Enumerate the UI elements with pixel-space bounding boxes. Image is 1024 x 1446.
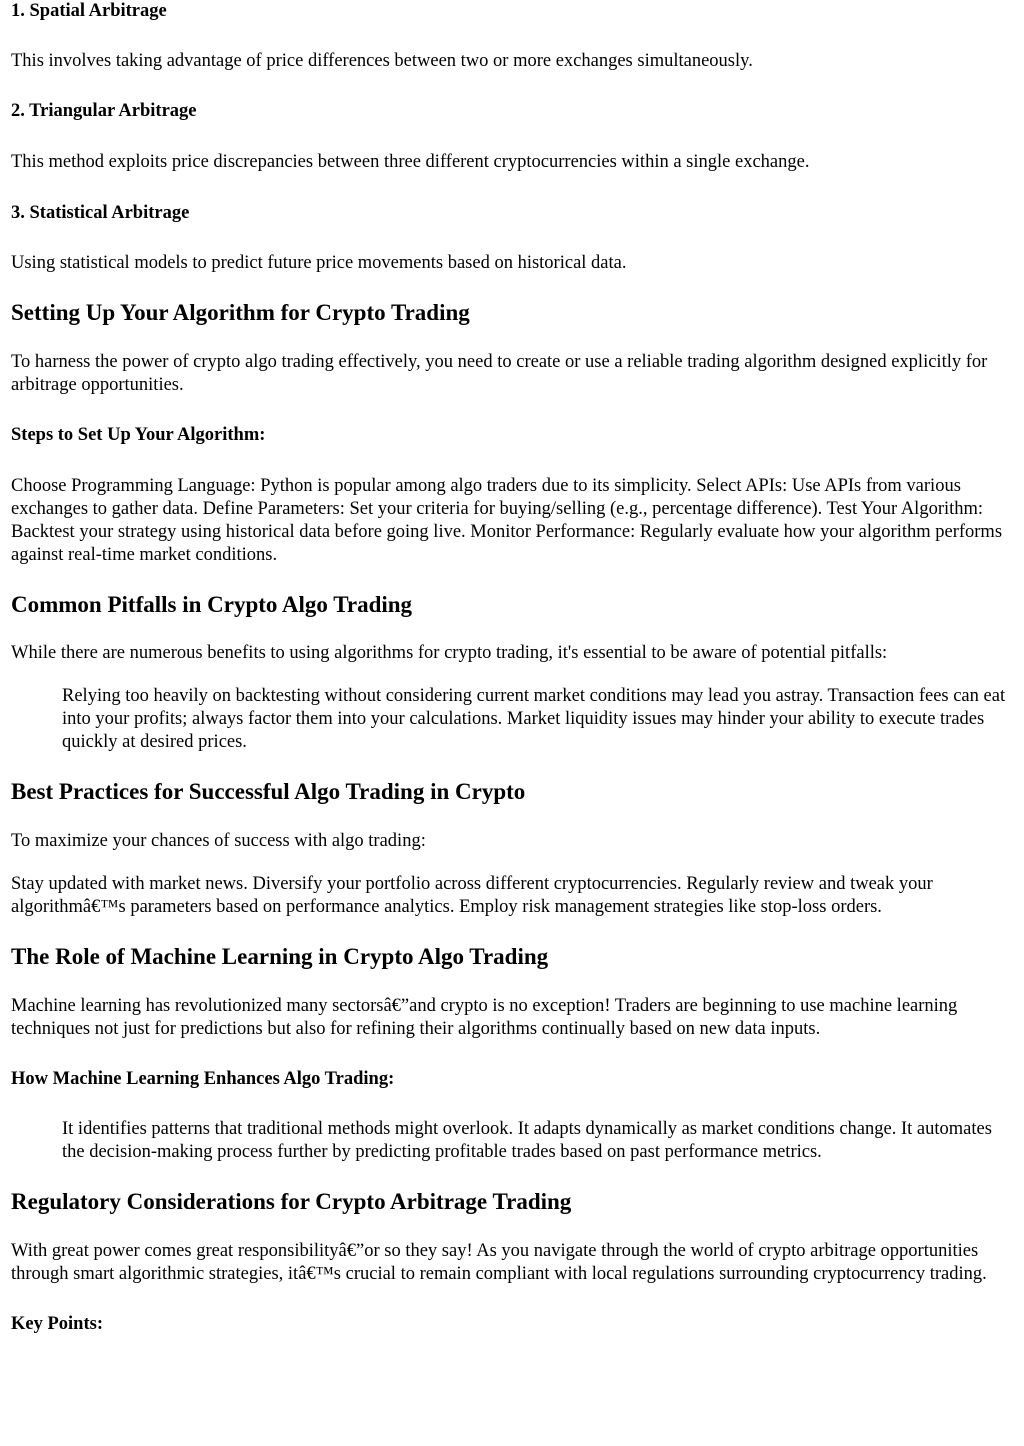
pitfalls-heading: Common Pitfalls in Crypto Algo Trading bbox=[11, 592, 413, 617]
regulatory-heading: Regulatory Considerations for Crypto Arbitrage Trading bbox=[11, 1189, 572, 1214]
key-points-heading: Key Points: bbox=[11, 1314, 103, 1334]
statistical-arbitrage-text: Using statistical models to predict future price movements based on historical data. bbox=[11, 253, 627, 273]
machine-learning-intro: Machine learning has revolutionized many sectorsâ€”and crypto is no exception! Traders are beginning to use machine learning techniques not just for predictions but also for refining their algorithms continually based on new data inputs. bbox=[11, 996, 958, 1039]
machine-learning-heading: The Role of Machine Learning in Crypto Algo Trading bbox=[11, 944, 549, 969]
setup-steps-heading: Steps to Set Up Your Algorithm: bbox=[11, 425, 266, 445]
triangular-arbitrage-heading: 2. Triangular Arbitrage bbox=[11, 101, 197, 121]
ml-enhances-blockquote: It identifies patterns that traditional methods might overlook. It adapts dynamically as market conditions change. It automates the decision-making process further by predicting profitable trades based on past performance metrics. bbox=[62, 1119, 992, 1162]
statistical-arbitrage-heading: 3. Statistical Arbitrage bbox=[11, 203, 190, 223]
setup-steps-text: Choose Programming Language: Python is popular among algo traders due to its simplicity. Select APIs: Use APIs from various exchanges to gather data. Define Parameters: Set your criteria for buying/selling (e.g., percentage difference). Test Your Algorithm: Backtest your strategy using historical data before going live. Monitor Performance: Regularly evaluate how your algorithm performs against real-time market conditions. bbox=[11, 476, 1003, 565]
best-practices-text: Stay updated with market news. Diversify your portfolio across different cryptocurrencies. Regularly review and tweak your algorithmâ€™s parameters based on performance analytics. Employ risk management strategies like stop-loss orders. bbox=[11, 874, 933, 917]
triangular-arbitrage-text: This method exploits price discrepancies between three different cryptocurrencies within a single exchange. bbox=[11, 152, 810, 172]
pitfalls-blockquote: Relying too heavily on backtesting without considering current market conditions may lead you astray. Transaction fees can eat into your profits; always factor them into your calculations. Market liquidity issues may hinder your ability to execute trades quickly at desired prices. bbox=[62, 686, 1006, 752]
setup-algorithm-heading: Setting Up Your Algorithm for Crypto Trading bbox=[11, 300, 470, 325]
ml-enhances-heading: How Machine Learning Enhances Algo Trading: bbox=[11, 1069, 395, 1089]
pitfalls-intro: While there are numerous benefits to using algorithms for crypto trading, it's essential to be aware of potential pitfalls: bbox=[11, 643, 888, 663]
regulatory-intro: With great power comes great responsibilityâ€”or so they say! As you navigate through the world of crypto arbitrage opportunities through smart algorithmic strategies, itâ€™s crucial to remain compliant with local regulations surrounding cryptocurrency trading. bbox=[11, 1241, 987, 1284]
setup-algorithm-intro: To harness the power of crypto algo trading effectively, you need to create or use a reliable trading algorithm designed explicitly for arbitrage opportunities. bbox=[11, 352, 988, 395]
spatial-arbitrage-text: This involves taking advantage of price differences between two or more exchanges simultaneously. bbox=[11, 51, 753, 71]
best-practices-intro: To maximize your chances of success with algo trading: bbox=[11, 831, 426, 851]
best-practices-heading: Best Practices for Successful Algo Trading in Crypto bbox=[11, 779, 526, 804]
spatial-arbitrage-heading: 1. Spatial Arbitrage bbox=[11, 1, 167, 21]
